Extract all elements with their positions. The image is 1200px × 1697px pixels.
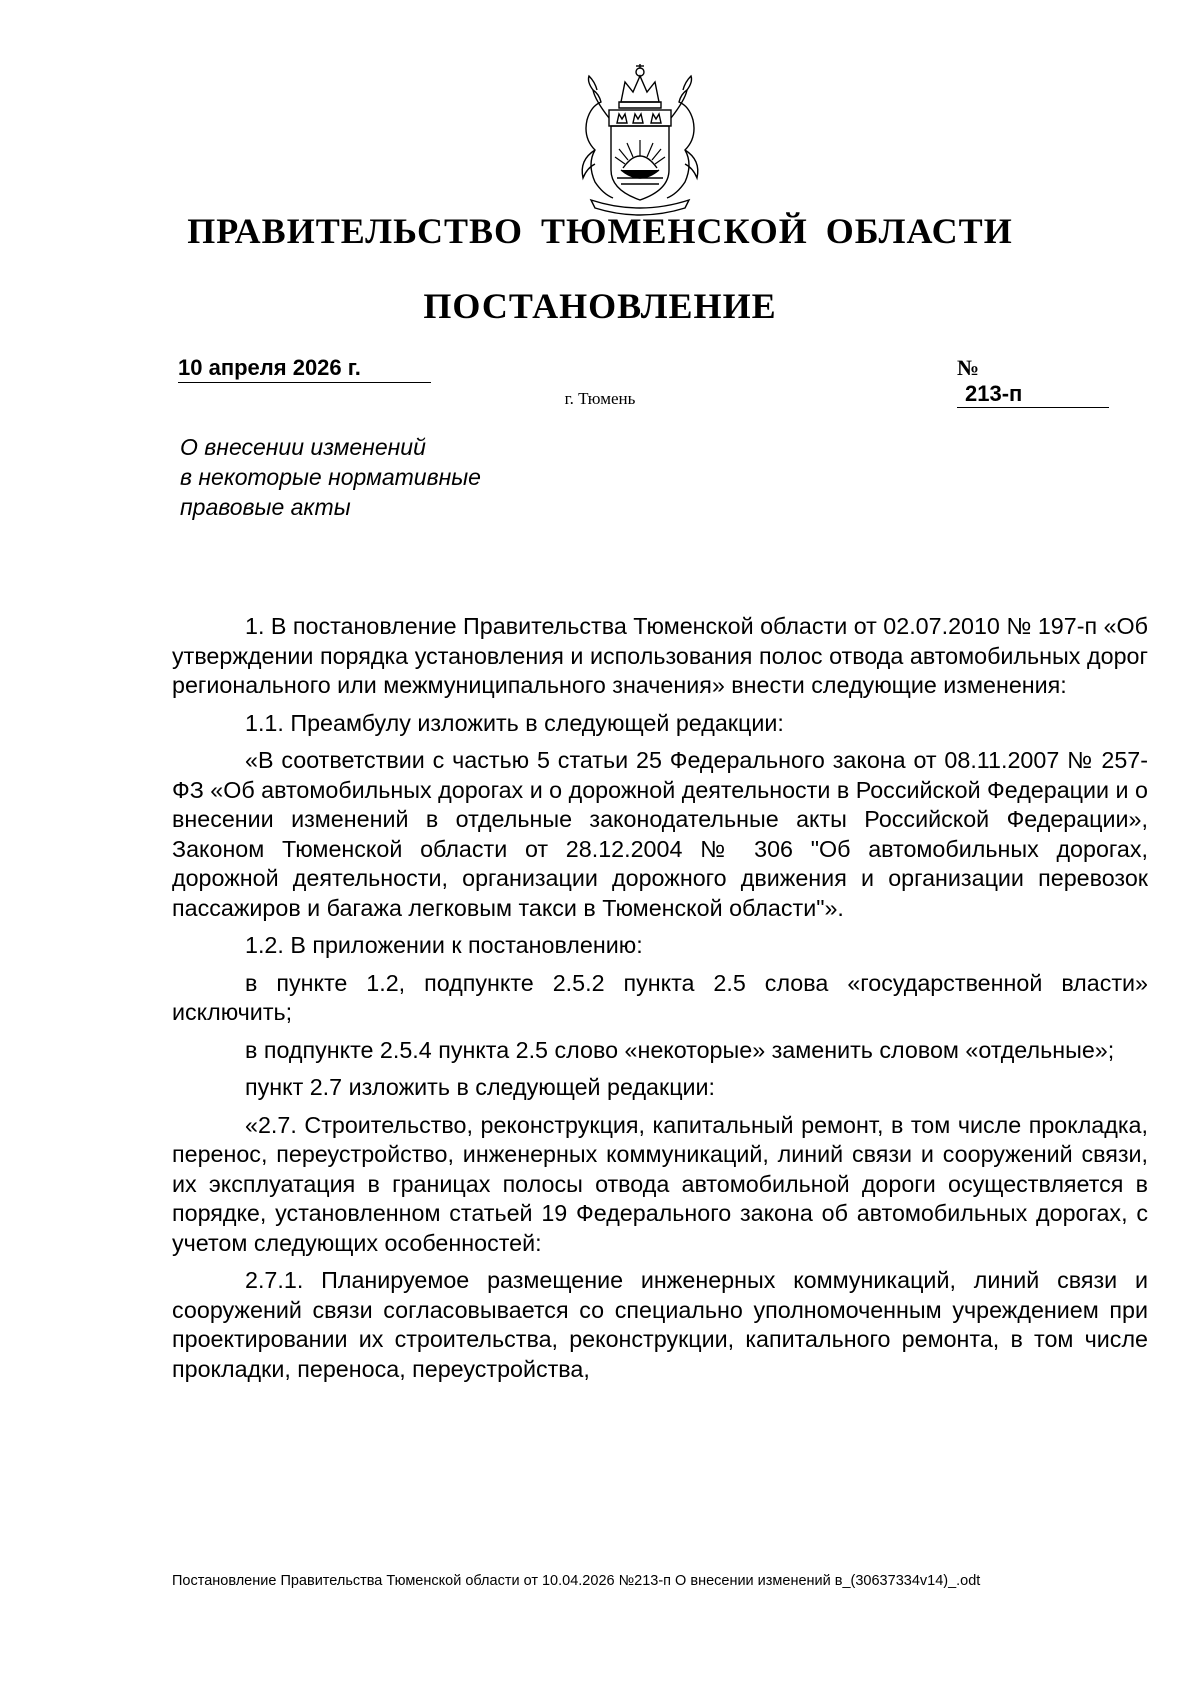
page-footer: Постановление Правительства Тюменской области от 10.04.2026 №213-п О внесении изменений в_(30637334v14)_.odt bbox=[172, 1573, 981, 1589]
body-paragraph: в подпункте 2.5.4 пункта 2.5 слово «некоторые» заменить словом «отдельные»; bbox=[245, 1036, 1115, 1063]
coat-of-arms-icon bbox=[565, 60, 715, 220]
document-date: 10 апреля 2026 г. bbox=[178, 355, 431, 383]
body-paragraph: «В соответствии с частью 5 статьи 25 Федерального закона от 08.11.2007 № 257-ФЗ «Об автомобильных дорогах и о дорожной деятельности в Российской Федерации и о внесении изменений в отдельные законодательные акты Российской Федерации», Законом Тюменской области от 28.12.2004 № 306 "Об автомобильных дорогах, дорожной деятельности, организации дорожного движения и организации перевозок пассажиров и багажа легковым такси в Тюменской области"». bbox=[172, 747, 1148, 921]
body-paragraph: 1.2. В приложении к постановлению: bbox=[245, 932, 643, 958]
document-number: 213-п bbox=[957, 381, 1109, 408]
body-paragraph: 2.7.1. Планируемое размещение инженерных коммуникаций, линий связи и сооружений связи согласовывается со специально уполномоченным учреждением при проектировании их строительства, реконструкции, капитального ремонта, в том числе прокладки, переноса, переустройства, bbox=[172, 1267, 1148, 1382]
document-subject bbox=[180, 432, 580, 522]
subject-line: в некоторые нормативные bbox=[180, 464, 481, 490]
body-paragraph: 1.1. Преамбулу изложить в следующей редакции: bbox=[245, 709, 784, 736]
government-title: ПРАВИТЕЛЬСТВО ТЮМЕНСКОЙ ОБЛАСТИ bbox=[187, 211, 1013, 251]
document-kind: ПОСТАНОВЛЕНИЕ bbox=[423, 286, 777, 326]
document-city: г. Тюмень bbox=[564, 389, 636, 408]
document-body bbox=[172, 612, 1148, 1392]
number-sign: № bbox=[957, 355, 980, 380]
body-paragraph: пункт 2.7 изложить в следующей редакции: bbox=[245, 1074, 716, 1100]
subject-line: правовые акты bbox=[180, 494, 351, 520]
body-paragraph: в пункте 1.2, подпункте 2.5.2 пункта 2.5 слова «государственной власти» исключить; bbox=[172, 969, 1148, 1025]
body-paragraph: 1. В постановление Правительства Тюменской области от 02.07.2010 № 197-п «Об утверждении порядка установления и использования полос отвода автомобильных дорог регионального или межмуниципального значения» внести следующие изменения: bbox=[172, 613, 1148, 698]
subject-line: О внесении изменений bbox=[180, 434, 426, 460]
body-paragraph: «2.7. Строительство, реконструкция, капитальный ремонт, в том числе прокладка, перенос, переустройство, инженерных коммуникаций, линий связи и сооружений связи, их эксплуатация в границах полосы отвода автомобильной дороги осуществляется в порядке, установленном статьей 19 Федерального закона об автомобильных дорогах, с учетом следующих особенностей: bbox=[172, 1111, 1148, 1256]
